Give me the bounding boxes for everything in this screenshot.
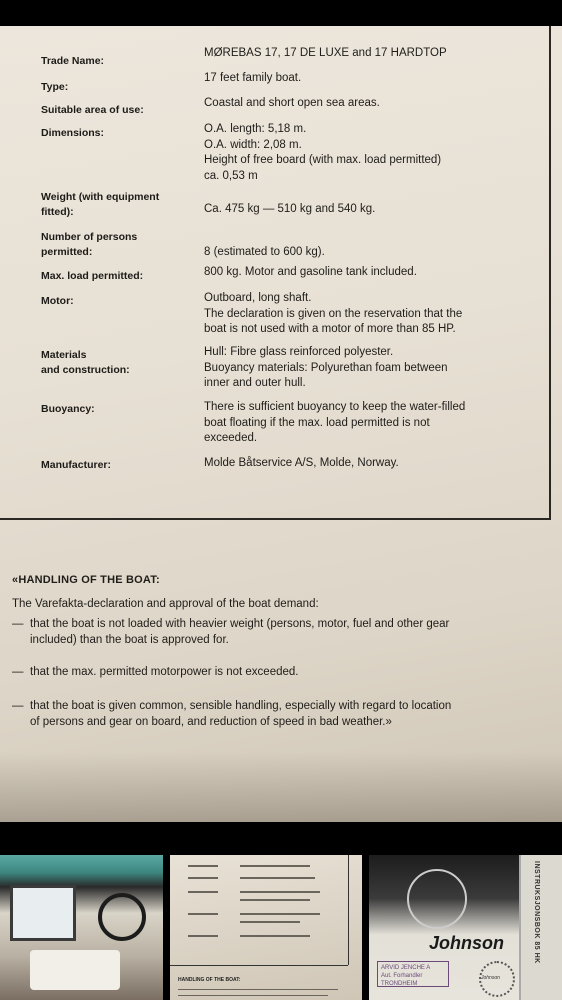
handling-intro: The Varefakta-declaration and approval of the boat demand:: [12, 598, 319, 610]
thumbnail-heading: HANDLING OF THE BOAT:: [178, 977, 241, 983]
spec-value-area: Coastal and short open sea areas.: [204, 97, 380, 109]
handling-title: «HANDLING OF THE BOAT:: [12, 574, 160, 586]
spec-label-trade-name: Trade Name:: [41, 55, 105, 67]
boat-seat: [30, 950, 120, 990]
spec-label-dimensions: Dimensions:: [41, 127, 105, 139]
spec-label-motor: Motor:: [41, 295, 74, 307]
spec-value-type: 17 feet family boat.: [204, 72, 302, 84]
spec-value-persons: 8 (estimated to 600 kg).: [204, 246, 325, 258]
johnson-logo: Johnson: [429, 933, 504, 953]
wreath-label: Johnson: [481, 975, 500, 981]
spec-value-dimensions: O.A. length: 5,18 m. O.A. width: 2,08 m. Height of free board (with max. load permitted) ca. 0,53 m: [204, 123, 442, 182]
spec-label-materials: Materials and construction:: [41, 349, 130, 376]
manual-spine-text: INSTRUKSJONSBOK 85 HK: [533, 861, 540, 964]
spec-value-weight: Ca. 475 kg — 510 kg and 540 kg.: [204, 203, 376, 215]
handling-section: «HANDLING OF THE BOAT: The Varefakta-declaration and approval of the boat demand: — that the boat is not loaded with heavier weight (persons, motor, fuel and other gear included) than the boat is approved for. — that the max. permitted motorpower is not exceeded. — that the boat is given common, sensible handling, especially with regard to location of persons and gear on board, and reduction of speed in bad weather.»: [12, 574, 542, 586]
spec-value-max-load: 800 kg. Motor and gasoline tank included.: [204, 266, 417, 278]
thumbnail-spec-document[interactable]: [170, 855, 362, 1000]
spec-label-manufacturer: Manufacturer:: [41, 459, 112, 471]
thumbnail-johnson-manual[interactable]: [369, 855, 562, 1000]
document-page: [0, 26, 562, 822]
steering-wheel-icon: [98, 893, 146, 941]
spec-value-manufacturer: Molde Båtservice A/S, Molde, Norway.: [204, 457, 399, 469]
dealer-stamp: ARVID JENCHE A Aut. Forhandler TRONDHEIM: [377, 961, 449, 987]
spec-value-buoyancy: There is sufficient buoyancy to keep the water-filled boat floating if the max. load permitted is not exceeded.: [204, 401, 466, 444]
spec-label-persons: Number of persons permitted:: [41, 231, 138, 258]
thumbnail-strip: [0, 855, 562, 1000]
spec-label-max-load: Max. load permitted:: [41, 270, 144, 282]
emblem-icon: [407, 869, 467, 929]
boat-window: [10, 885, 76, 941]
spec-label-type: Type:: [41, 81, 69, 93]
spec-label-weight: Weight (with equipment fitted):: [41, 191, 160, 218]
spec-label-buoyancy: Buoyancy:: [41, 403, 95, 415]
spec-value-materials: Hull: Fibre glass reinforced polyester. Buoyancy materials: Polyurethan foam between inner and outer hull.: [204, 346, 448, 389]
thumbnail-boat-interior[interactable]: [0, 855, 163, 1000]
spec-value-trade-name: MØREBAS 17, 17 DE LUXE and 17 HARDTOP: [204, 47, 447, 59]
spec-label-area: Suitable area of use:: [41, 104, 144, 116]
manual-spine: [519, 855, 562, 1000]
spec-value-motor: Outboard, long shaft. The declaration is given on the reservation that the boat is not used with a motor of more than 85 HP.: [204, 292, 463, 335]
